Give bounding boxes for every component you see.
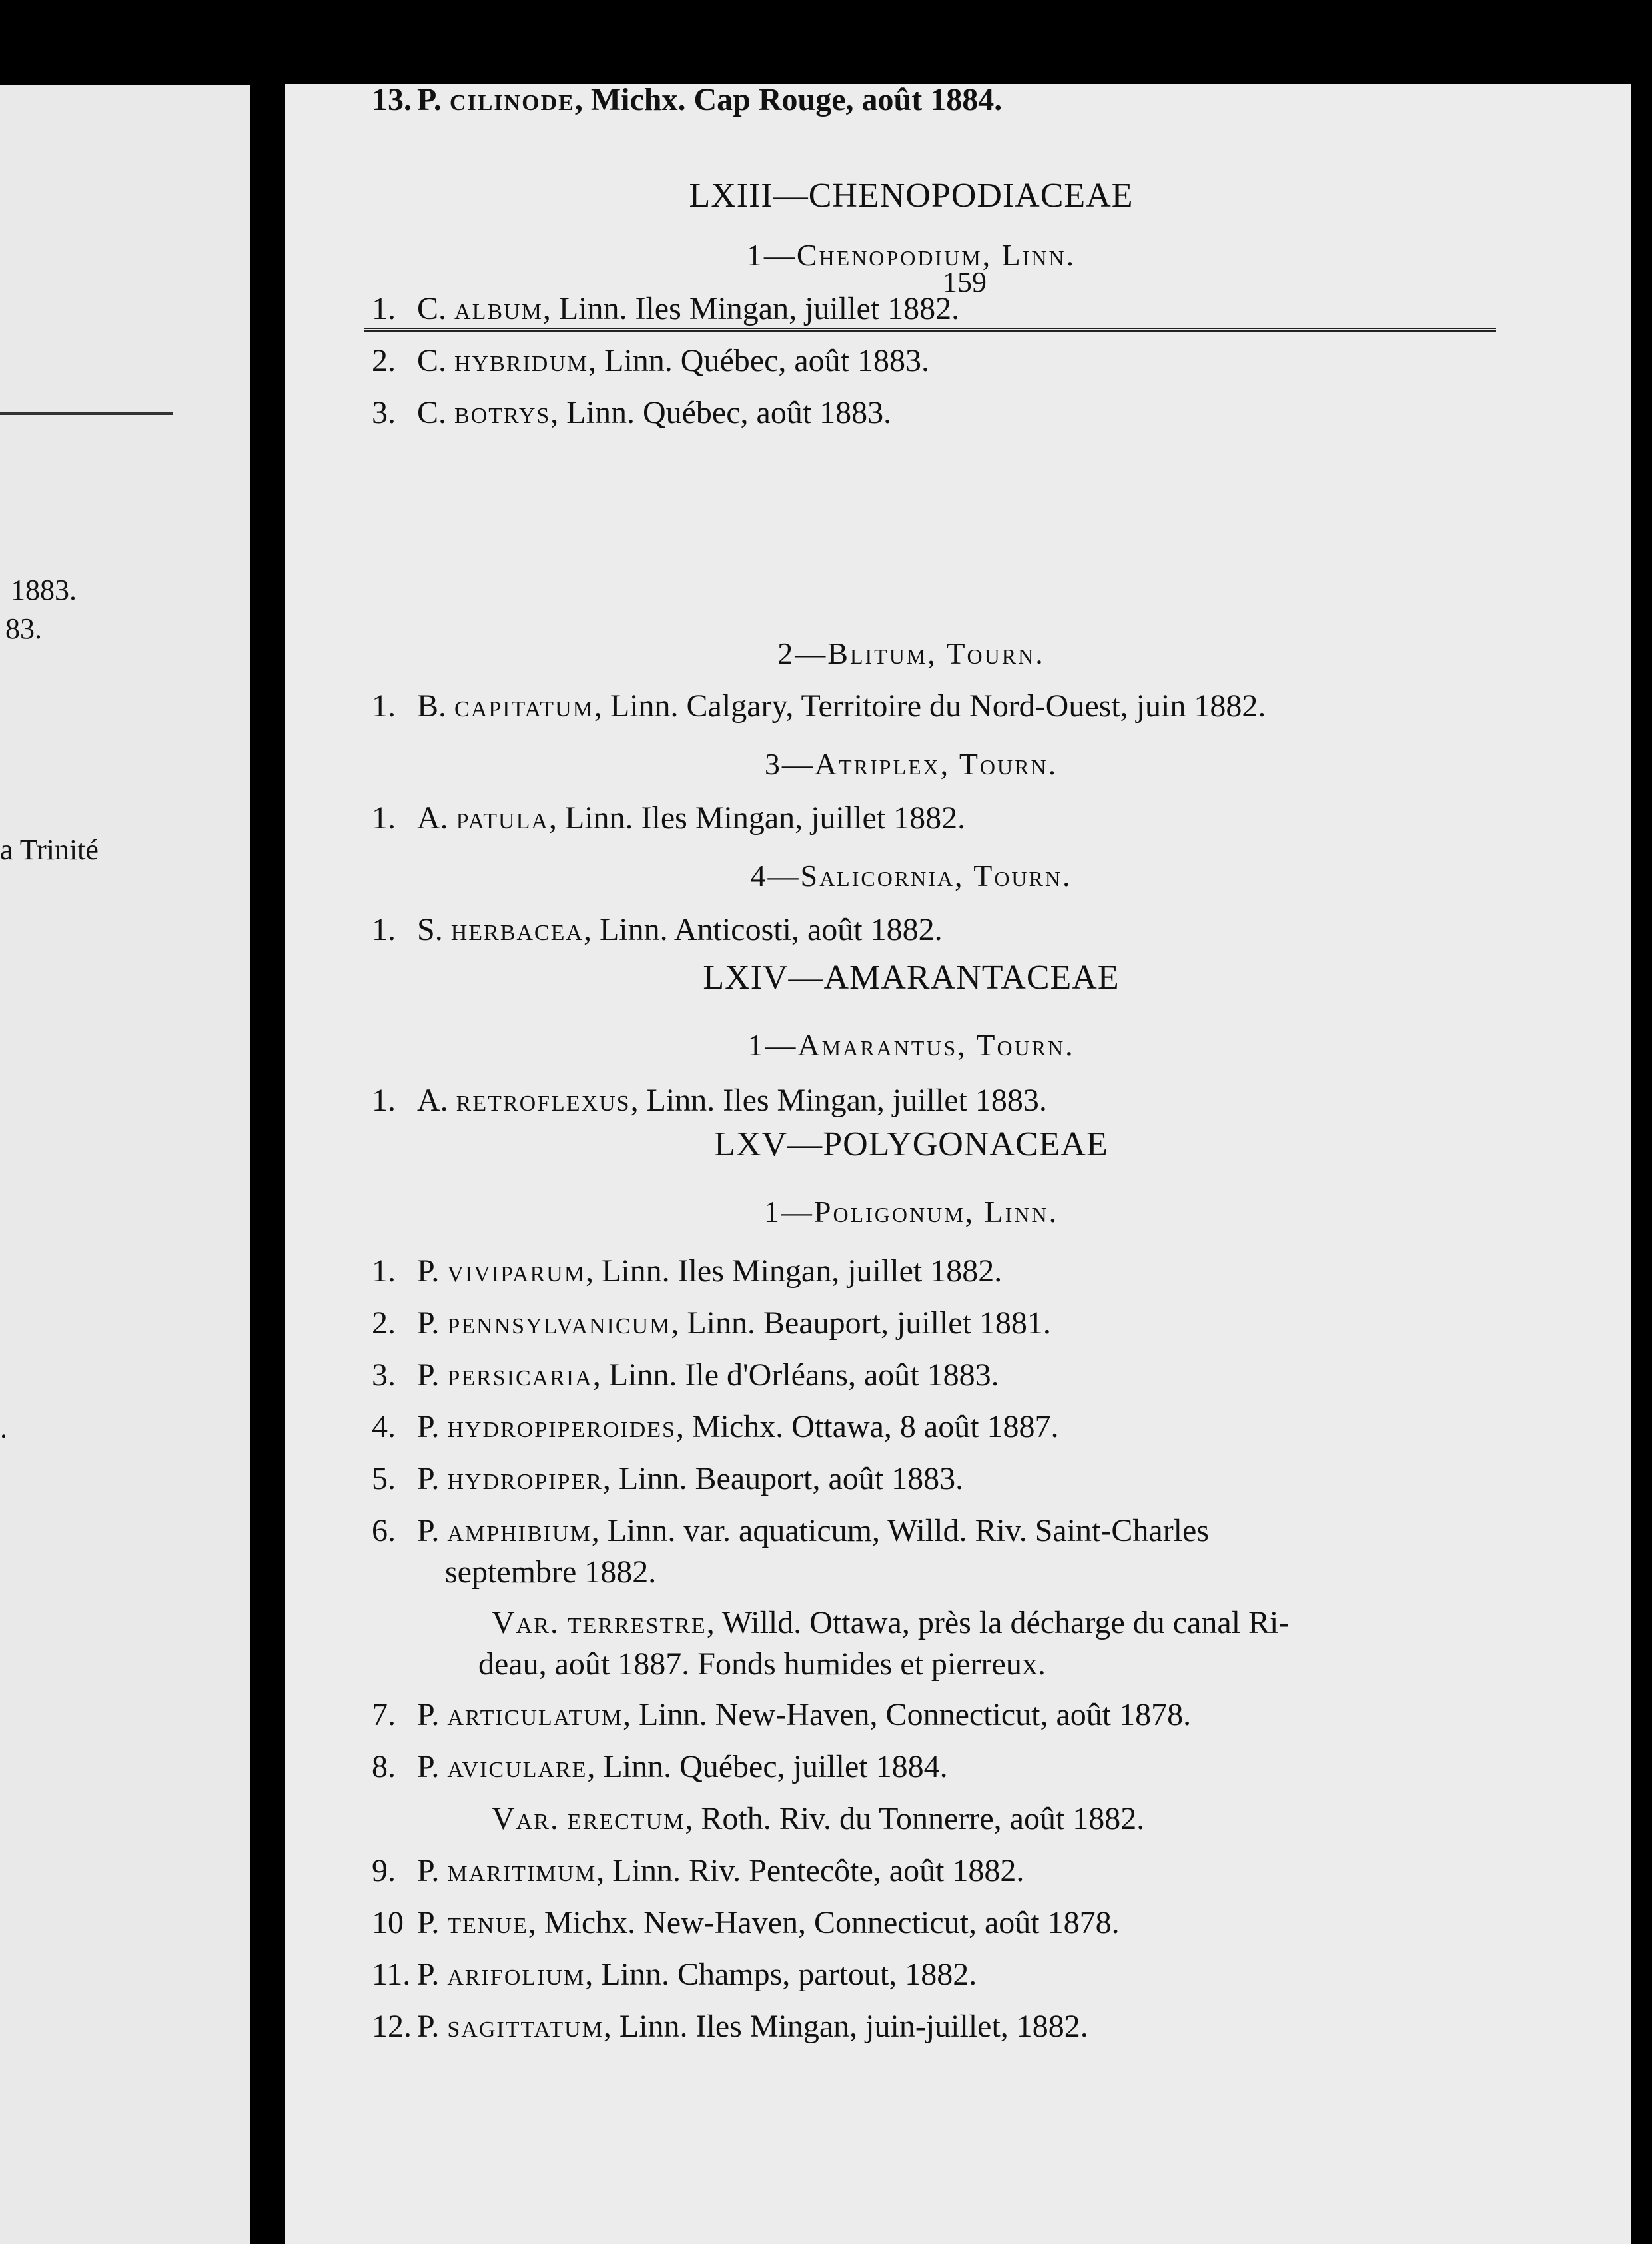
species-entry: 1. C. album, Linn. Iles Mingan, juillet 1882. <box>372 291 960 326</box>
species-number: 6. <box>372 1513 396 1548</box>
genus-heading: 4—Salicornia, Tourn. <box>750 859 1072 893</box>
species-name: hydropiperoides <box>447 1409 676 1444</box>
genus-abbrev: P. <box>417 1853 440 1888</box>
species-entry: 1. P. viviparum, Linn. Iles Mingan, juillet 1882. <box>372 1253 1003 1289</box>
species-name: hydropiper <box>447 1461 603 1496</box>
locality-note: var. aquaticum, Willd. Riv. Saint-Charles <box>683 1513 1209 1548</box>
species-name: articulatum <box>447 1697 623 1732</box>
species-entry: 8. P. aviculare, Linn. Québec, juillet 1884. <box>372 1749 948 1784</box>
locality-note: Anticosti, août 1882. <box>673 912 943 947</box>
species-entry: 10 P. tenue, Michx. New-Haven, Connecticut, août 1878. <box>372 1905 1120 1940</box>
left-page-rule <box>0 412 173 415</box>
species-number: 10 <box>372 1905 404 1940</box>
locality-note: Québec, juillet 1884. <box>679 1749 948 1784</box>
genus-abbrev: A. <box>417 800 448 836</box>
species-author: Linn. <box>558 291 627 326</box>
species-name: herbacea <box>450 912 584 947</box>
species-entry: 6. P. amphibium, Linn. var. aquaticum, Willd. Riv. Saint-Charles <box>372 1513 1209 1548</box>
genus-abbrev: P. <box>417 1957 440 1992</box>
locality-note: Iles Mingan, juillet 1882. <box>641 800 966 836</box>
species-entry: 3. C. botrys, Linn. Québec, août 1883. <box>372 395 892 430</box>
species-author: Linn. <box>604 343 673 378</box>
species-entry: 1. A. patula, Linn. Iles Mingan, juillet 1882. <box>372 800 966 836</box>
genus-abbrev: C. <box>417 343 447 378</box>
continuation-line: septembre 1882. <box>445 1554 657 1590</box>
species-number: 8. <box>372 1749 396 1784</box>
genus-abbrev: P. <box>417 1409 440 1444</box>
genus-abbrev: P. <box>417 2009 440 2044</box>
species-author: Linn. <box>564 800 633 836</box>
species-author: Linn. <box>610 688 679 724</box>
species-author: Linn. <box>607 1513 676 1548</box>
species-name: amphibium <box>447 1513 592 1548</box>
species-entry: 1. B. capitatum, Linn. Calgary, Territoire du Nord-Ouest, juin 1882. <box>372 688 1266 724</box>
genus-abbrev: A. <box>417 1083 448 1118</box>
locality-note: Iles Mingan, juillet 1882. <box>677 1253 1003 1289</box>
species-entry: 2. P. pennsylvanicum, Linn. Beauport, juillet 1881. <box>372 1305 1051 1341</box>
locality-note: Cap Rouge, août 1884. <box>693 84 1003 117</box>
species-number: 1. <box>372 1253 396 1289</box>
species-author: Linn. <box>601 1253 670 1289</box>
locality-note: Beauport, juillet 1881. <box>763 1305 1051 1341</box>
species-entry: 1. S. herbacea, Linn. Anticosti, août 1882. <box>372 912 943 947</box>
genus-abbrev: P. <box>417 1305 440 1341</box>
left-page-text: 1883. <box>11 574 77 606</box>
header-rule <box>364 328 1496 332</box>
species-author: Michx. <box>590 84 686 117</box>
genus-abbrev: B. <box>417 688 447 724</box>
species-author: Linn. <box>619 2009 688 2044</box>
variety-author: Roth. <box>701 1801 771 1836</box>
species-name: retroflexus <box>456 1083 631 1118</box>
species-author: Linn. <box>566 395 635 430</box>
family-heading: LXIV—AMARANTACEAE <box>703 959 1120 997</box>
genus-abbrev: P. <box>417 1461 440 1496</box>
species-name: sagittatum <box>447 2009 604 2044</box>
genus-heading: 2—Blitum, Tourn. <box>777 636 1045 670</box>
species-name: botrys <box>454 395 551 430</box>
species-author: Linn. <box>618 1461 687 1496</box>
family-heading: LXIII—CHENOPODIACEAE <box>689 177 1134 215</box>
family-heading: LXV—POLYGONACEAE <box>714 1125 1108 1163</box>
locality-note: Québec, août 1883. <box>680 343 930 378</box>
species-author: Linn. <box>639 1697 707 1732</box>
locality-note: Calgary, Territoire du Nord-Ouest, juin 1882. <box>686 688 1266 724</box>
species-entry: 1. A. retroflexus, Linn. Iles Mingan, juillet 1883. <box>372 1083 1047 1118</box>
locality-note: New-Haven, Connecticut, août 1878. <box>643 1905 1120 1940</box>
left-page-fragment <box>0 85 250 2244</box>
species-author: Linn. <box>599 912 668 947</box>
species-number: 1. <box>372 912 396 947</box>
species-author: Michx. <box>691 1409 784 1444</box>
left-page-text: 83. <box>5 612 42 645</box>
species-number: 1. <box>372 291 396 326</box>
locality-note: New-Haven, Connecticut, août 1878. <box>715 1697 1192 1732</box>
locality-note: Ile d'Orléans, août 1883. <box>685 1357 999 1393</box>
species-name: persicaria <box>447 1357 593 1393</box>
species-author: Michx. <box>544 1905 636 1940</box>
species-name: capitatum <box>454 688 594 724</box>
species-number: 12. <box>372 2009 412 2044</box>
genus-abbrev: P. <box>417 84 442 117</box>
species-name: maritimum <box>447 1853 597 1888</box>
locality-note: Ottawa, 8 août 1887. <box>791 1409 1059 1444</box>
species-number: 1. <box>372 688 396 724</box>
species-entry: 3. P. persicaria, Linn. Ile d'Orléans, août 1883. <box>372 1357 999 1393</box>
species-number: 3. <box>372 395 396 430</box>
genus-abbrev: C. <box>417 395 447 430</box>
species-number: 7. <box>372 1697 396 1732</box>
species-number: 13. <box>372 84 412 117</box>
genus-abbrev: P. <box>417 1749 440 1784</box>
species-name: viviparum <box>447 1253 586 1289</box>
species-entry: 12. P. sagittatum, Linn. Iles Mingan, juin-juillet, 1882. <box>372 2009 1088 2044</box>
genus-heading: 1—Chenopodium, Linn. <box>746 238 1076 272</box>
species-number: 11. <box>372 1957 411 1992</box>
continuation-line: deau, août 1887. Fonds humides et pierreux. <box>478 1646 1046 1682</box>
locality-note: Beauport, août 1883. <box>695 1461 964 1496</box>
species-number: 5. <box>372 1461 396 1496</box>
genus-abbrev: P. <box>417 1905 440 1940</box>
page-number: 159 <box>943 266 987 298</box>
species-entry: 5. P. hydropiper, Linn. Beauport, août 1883. <box>372 1461 964 1496</box>
species-number: 2. <box>372 1305 396 1341</box>
species-author: Linn. <box>608 1357 677 1393</box>
locality-note: Champs, partout, 1882. <box>677 1957 977 1992</box>
species-number: 1. <box>372 800 396 836</box>
species-name: pennsylvanicum <box>447 1305 671 1341</box>
variety-entry: Var. terrestre, Willd. Ottawa, près la décharge du canal Ri- <box>492 1605 1290 1640</box>
genus-abbrev: P. <box>417 1513 440 1548</box>
species-name: cilinode <box>449 84 575 117</box>
genus-abbrev: S. <box>417 912 443 947</box>
locality-note: Iles Mingan, juillet 1883. <box>723 1083 1047 1118</box>
species-name: hybridum <box>454 343 589 378</box>
genus-heading: 3—Atriplex, Tourn. <box>764 747 1058 781</box>
species-number: 1. <box>372 1083 396 1118</box>
genus-abbrev: P. <box>417 1357 440 1393</box>
species-author: Linn. <box>601 1957 669 1992</box>
left-page-text: . <box>0 1412 7 1444</box>
variety-label: Var. <box>492 1605 560 1640</box>
genus-heading: 1—Amarantus, Tourn. <box>747 1028 1075 1062</box>
variety-name: terrestre <box>567 1605 707 1640</box>
species-author: Linn. <box>687 1305 755 1341</box>
locality-note: Riv. Pentecôte, août 1882. <box>688 1853 1025 1888</box>
locality-note: Riv. du Tonnerre, août 1882. <box>779 1801 1145 1836</box>
species-author: Linn. <box>646 1083 715 1118</box>
genus-heading: 1—Poligonum, Linn. <box>763 1195 1059 1229</box>
locality-note: Québec, août 1883. <box>642 395 892 430</box>
species-name: aviculare <box>447 1749 588 1784</box>
genus-abbrev: C. <box>417 291 447 326</box>
variety-author: Willd. <box>721 1605 802 1640</box>
locality-note: Ottawa, près la décharge du canal Ri- <box>809 1605 1290 1640</box>
species-entry: 7. P. articulatum, Linn. New-Haven, Connecticut, août 1878. <box>372 1697 1192 1732</box>
species-number: 2. <box>372 343 396 378</box>
species-name: tenue <box>447 1905 528 1940</box>
species-author: Linn. <box>612 1853 681 1888</box>
left-page-text: a Trinité <box>0 834 99 866</box>
species-entry: 13. P. cilinode, Michx. Cap Rouge, août 1884. <box>372 84 1002 116</box>
variety-name: erectum <box>567 1801 685 1836</box>
species-name: arifolium <box>447 1957 586 1992</box>
species-number: 4. <box>372 1409 396 1444</box>
species-entry: 2. C. hybridum, Linn. Québec, août 1883. <box>372 343 930 378</box>
locality-note: Iles Mingan, juin-juillet, 1882. <box>695 2009 1088 2044</box>
species-number: 9. <box>372 1853 396 1888</box>
species-entry: 11. P. arifolium, Linn. Champs, partout, 1882. <box>372 1957 977 1992</box>
variety-label: Var. <box>492 1801 560 1836</box>
genus-abbrev: P. <box>417 1253 440 1289</box>
species-entry: 9. P. maritimum, Linn. Riv. Pentecôte, août 1882. <box>372 1853 1025 1888</box>
locality-note: Iles Mingan, juillet 1882. <box>635 291 960 326</box>
genus-abbrev: P. <box>417 1697 440 1732</box>
species-number: 3. <box>372 1357 396 1393</box>
document-page <box>285 84 1631 2244</box>
species-author: Linn. <box>603 1749 672 1784</box>
species-entry: 4. P. hydropiperoides, Michx. Ottawa, 8 août 1887. <box>372 1409 1059 1444</box>
species-name: patula <box>456 800 549 836</box>
variety-entry: Var. erectum, Roth. Riv. du Tonnerre, août 1882. <box>492 1801 1145 1836</box>
species-name: album <box>454 291 543 326</box>
